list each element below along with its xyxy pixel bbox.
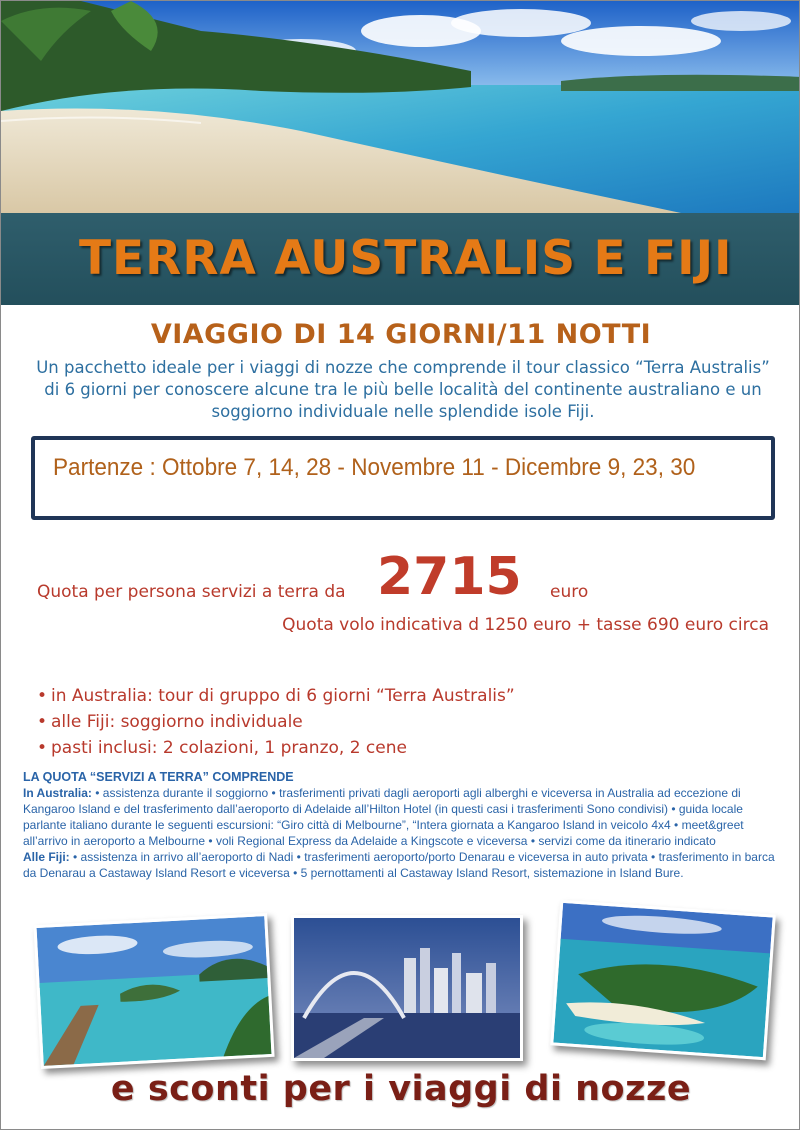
- hero-beach-image: [1, 1, 800, 213]
- includes-section: [23, 769, 783, 881]
- highlights-list: [37, 683, 515, 761]
- bullet-icon: •: [37, 738, 48, 758]
- package-intro: Un pacchetto ideale per i viaggi di nozze che comprende il tour classico “Terra Australis” di 6 giorni per conoscere alcune tra le più belle località del continente australiano e un soggiorno individuale nelle splendide isole Fiji.: [36, 358, 770, 421]
- list-item: • pasti inclusi: 2 colazioni, 1 pranzo, 2 cene: [37, 735, 515, 761]
- flight-price-note: Quota volo indicativa d 1250 euro + tasse 690 euro circa: [282, 615, 769, 635]
- includes-australia: In Australia: • assistenza durante il soggiorno • trasferimenti privati dagli aeroporti agli alberghi e viceversa in Australia ad eccezione di Kangaroo Island e del trasferimento dall’aeroporto di Adelaide all’Hilton Hotel (in questi casi i trasferimenti Sono condivisi) • guida locale parlante italiano durante le seguenti escursioni: “Giro città di Melbourne”, “Intera giornata a Kangaroo Island in veicolo 4x4 • meet&greet all’arrivo in aeroporto a Melbourne • voli Regional Express da Adelaide a Kingscote e viceversa • servizi come da itinerario indicato: [23, 786, 744, 848]
- honeymoon-discount-slogan: e sconti per i viaggi di nozze: [110, 1069, 692, 1109]
- melbourne-city-photo: [291, 915, 523, 1061]
- island-boardwalk-photo: [33, 913, 274, 1069]
- price-value: 2715: [377, 547, 522, 607]
- trip-duration-heading: VIAGGIO DI 14 GIORNI/11 NOTTI: [150, 319, 652, 350]
- price-currency: euro: [550, 582, 589, 602]
- brochure-title: TERRA AUSTRALIS E FIJI: [79, 231, 733, 286]
- price-label: Quota per persona servizi a terra da: [37, 582, 346, 602]
- title-band: [1, 213, 800, 305]
- departure-dates: Partenze : Ottobre 7, 14, 28 - Novembre 11 - Dicembre 9, 23, 30: [53, 454, 696, 481]
- list-item: • alle Fiji: soggiorno individuale: [37, 709, 515, 735]
- departures-box: [31, 436, 775, 520]
- bullet-icon: •: [37, 712, 48, 732]
- list-item: • in Australia: tour di gruppo di 6 giorni “Terra Australis”: [37, 683, 515, 709]
- includes-fiji: Alle Fiji: • assistenza in arrivo all’aeroporto di Nadi • trasferimenti aeroporto/porto Denarau e viceversa in auto privata • trasferimento in barca da Denarau a Castaway Island Resort e viceversa • 5 pernottamenti al Castaway Island Resort, sistemazione in Island Bure.: [23, 850, 775, 880]
- castaway-island-photo: [550, 900, 776, 1061]
- includes-heading: LA QUOTA “SERVIZI A TERRA” COMPRENDE: [23, 770, 294, 784]
- bullet-icon: •: [37, 686, 48, 706]
